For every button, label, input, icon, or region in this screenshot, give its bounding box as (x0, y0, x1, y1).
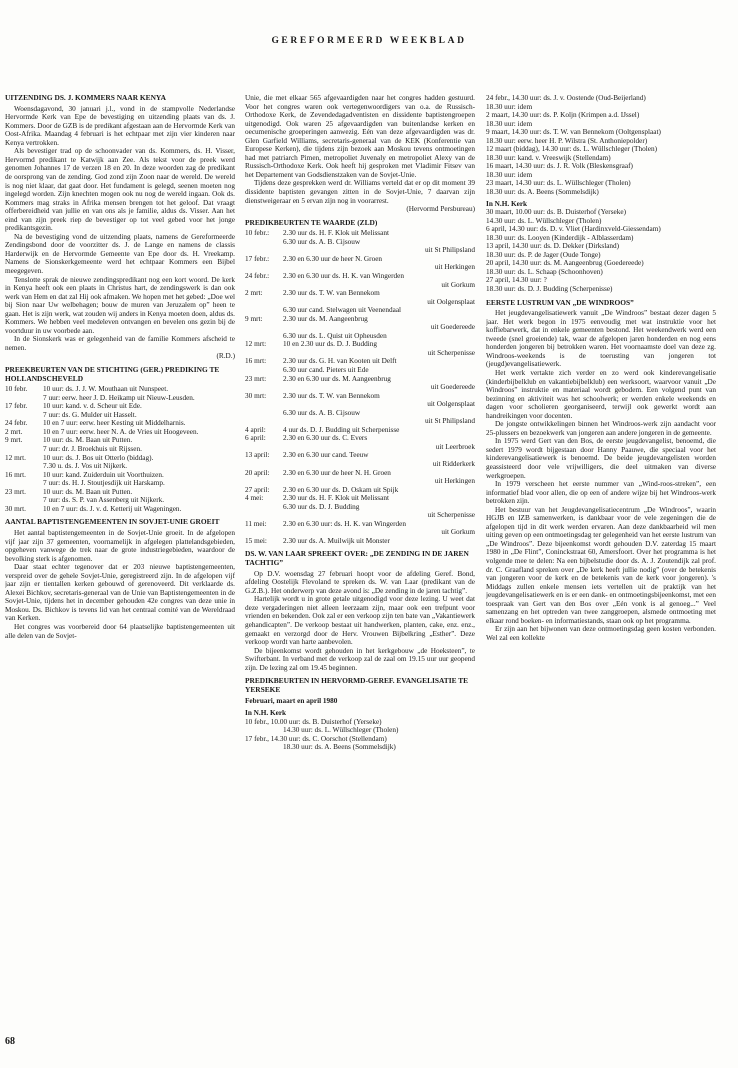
schedule-row: 24 febr. 10 en 7 uur: eerw. heer Kesting uit Middelharnis. (5, 419, 186, 428)
schedule-line: 18.30 uur: ds. A. Beens (Sommelsdijk) (283, 743, 396, 752)
schedule-line: 13 april, 14.30 uur: ds. D. Dekker (Dirksland) (486, 242, 620, 251)
schedule-line: 18.30 uur: ds. P. de Jager (Oude Tonge) (486, 250, 601, 259)
schedule-line: 18.30 uur: idem (486, 102, 533, 111)
schedule-line: 17 febr., 14.30 uur: ds. C. Oorschot (Stellendam) (245, 734, 387, 743)
schedule-row: 23 mrt. 10 uur: ds. M. Baan uit Putten. (5, 487, 133, 496)
schedule-hollandscheveld (5, 385, 235, 513)
schedule-line: 16 maart, 14.30 uur: ds. J. R. Volk (Bleskensgraaf) (486, 162, 633, 171)
schedule-line: 9 maart, 14.30 uur: ds. T. W. van Bennekom (Ooltgensplaat) (486, 128, 661, 137)
schedule-row: 30 mrt. 10 en 7 uur: ds. J. v. d. Ketterij uit Wageningen. (5, 504, 182, 513)
source-signature: (Hervormd Persbureau) (406, 205, 475, 214)
schedule-row: 6 april: 2.30 en 6.30 uur ds. C. Evers (245, 434, 368, 443)
schedule-line: 30 maart, 10.00 uur: ds. B. Duisterhof (Yerseke) (486, 208, 627, 217)
schedule-row: 7 uur: ds. H. J. Stoutjesdijk uit Harskamp. (43, 479, 165, 488)
paragraph: De bijeenkomst wordt gehouden in het kerkgebouw „de Hoeksteen”, te Swifterbant. In verband met de verkoop zal de zaal om 19.15 uur uur geopend zijn. De lezing zal om 19.45 beginnen. (245, 646, 475, 672)
schedule-row: 6.30 uur cand. Pieters uit Ede (283, 366, 369, 374)
schedule-row: 10 febr. 10 uur: ds. J. J. W. Mouthaan uit Nunspeet. (5, 385, 169, 394)
paragraph: Na de bevestiging vond de uitzending plaats, namens de Gereformeerde Zendingsbond door de voorzitter ds. J. de Lange en namens de classis Harderwijk en de Hervormde Gemeente van Epe door ds. H. Vreekamp. Namens de Sionskerkgemeente werd het echtpaar Kommers een Bijbel meegegeven. (5, 232, 235, 275)
schedule-row: 16 mrt: 2.30 uur ds. G. H. van Kooten uit Delft (245, 357, 397, 366)
schedule-row: 7 uur: eerw. heer J. D. Heikamp uit Nieuw-Leusden. (43, 393, 195, 402)
author-signature: (R.D.) (216, 352, 235, 361)
article-title-hollandscheveld: PREEKBEURTEN VAN DE STICHTING (GER.) PREDIKING TE HOLLANDSCHEVELD (5, 365, 220, 383)
schedule-row: 7 uur: dr. J. Broekhuis uit Rijssen. (43, 445, 142, 454)
paragraph: Op D.V. woensdag 27 februari hoopt voor de afdeling Geref. Bond, afdeling Oostelijk Flevoland te spreken ds. W. van Laar (predikant van de G.Z.B.). Het onderwerp van deze avond is: „De zending in de jaren tachtig”. (245, 569, 475, 595)
schedule-line: 14.30 uur: ds. L. Wüllschleger (Tholen) (486, 216, 602, 225)
schedule-row: 17 febr.: 2.30 en 6.30 uur de heer N. Groen (245, 254, 383, 263)
schedule-line: 18.30 uur: eerw. heer H. P. Wilstra (St. Anthoniepolder) (486, 136, 648, 145)
paragraph: In 1975 werd Gert van den Bos, de eerste jeugdevangelist, benoemd, die sedert 1979 wordt bijgestaan door Hanny Paauwe, die speciaal voor het kinderevangelisatiewerk is benoemd. De beide jeugdevangelisten worden geassisteerd door vele vrijwilligers, die deel uitmaken van diverse werkgroepen. (486, 437, 716, 480)
schedule-line: 24 febr., 14.30 uur: ds. J. v. Oostende (Oud-Beijerland) (486, 94, 646, 102)
schedule-row: uit Oolgensplaat (427, 297, 475, 306)
schedule-row: 27 april: 2.30 en 6.30 uur ds. D. Oskam uit Spijk (245, 485, 399, 494)
schedule-line: 23 maart, 14.30 uur: ds. L. Wüllschleger (Tholen) (486, 179, 631, 188)
subheading-church: In N.H. Kerk (486, 199, 528, 208)
schedule-row: 30 mrt: 2.30 uur ds. T. W. van Bennekom (245, 391, 380, 400)
article-title-kommers: UITZENDING DS. J. KOMMERS NAAR KENYA (5, 94, 166, 102)
paragraph: Het congres was voorbereid door 64 plaatselijke baptistengemeenten uit alle delen van de Sovjet- (5, 623, 235, 640)
schedule-row: 6.30 uur ds. A. B. Cijsouw (283, 237, 361, 246)
schedule-line: 12 maart (biddag), 14.30 uur: ds. L. Wüllschleger (Tholen) (486, 145, 658, 154)
schedule-row: uit Goedereede (430, 323, 475, 332)
article-title-windroos: EERSTE LUSTRUM VAN „DE WINDROOS” (486, 297, 634, 307)
schedule-line: 18.30 uur: kand. v. Vreeswijk (Stellendam) (486, 153, 611, 162)
schedule-row: 20 april: 2.30 en 6.30 uur de heer N. H. Groen (245, 468, 391, 477)
schedule-line: 27 april, 14.30 uur: ? (486, 276, 547, 285)
paragraph: Het bestuur van het Jeugdevangelisatiecentrum „De Windroos”, waarin HGJB en IZB samenwerken, is dankbaar voor de vele zegeningen die de afgelopen tijd in dit werk werden ervaren. Aan deze dankbaarheid wil men uiting geven op een ontmoetingsdag ter gelegenheid van het eerste lustrum van „De Windroos”. Deze bijeenkomst wordt gehouden D.V. zaterdag 15 maart 1980 in „De Flint”, Coninckstraat 60, Amersfoort. Over het programma is het volgende mee te delen: Na een bijbelstudie door ds. A. J. Zoutendijk zal prof. dr. C. Graafland spreken over „De kerk heeft jullie nodig” (over de betekenis van jongeren voor de kerk en de betekenis van de kerk voor jongeren). 's Middags zullen enkele mensen iets vertellen uit de praktijk van het jeugdevangelisatiewerk en is er een dank- en ontmoetingsbijeenkomst, met een toespraak van Gert van den Bos over „Eén vonk is al genoeg...” Veel samenzang en het optreden van twee zanggroepen, alsmede ontmoeting met elkaar rond boeken- en informatiestands, staan ook op het programma. (486, 505, 716, 625)
schedule-row: 6.30 uur ds. A. B. Cijsouw (283, 408, 361, 417)
paragraph: Het aantal baptistengemeenten in de Sovjet-Unie groeit. In de afgelopen vijf jaar zijn 37 gemeenten, voornamelijk in afgelegen plattelandsgebieden, opgeheven vanwege de trek naar de grote industriegebieden, waardoor de bevolking sterk is afgenomen. (5, 528, 235, 563)
article-title-van-laar: DS. W. VAN LAAR SPREEKT OVER: „DE ZENDING IN DE JAREN TACHTIG” (245, 549, 469, 568)
schedule-line: 18.30 uur: ds. L. Schaap (Schoonhoven) (486, 267, 603, 276)
schedule-row: uit St Philipsland (425, 417, 475, 426)
schedule-row: uit Oolgensplaat (427, 400, 475, 409)
schedule-row: 17 febr. 10 uur: kand. v. d. Scheur uit Ede. (5, 402, 142, 411)
subheading-period: Februari, maart en april 1980 (245, 697, 338, 706)
paragraph: Als bevestiger trad op de schoonvader van ds. Kommers, ds. H. Visser, Hervormd predikant te Katwijk aan Zee. Als tekst voor de preek werd genomen Johannes 17 de verzen 18 en 20. In deze woorden zag de predikant de oorsprong van de zending. God zond zijn Zoon naar de wereld. De wereld is nog niet klaar, dat gaat door. Het fundament is gelegd, seenen moeten nog ingelegd worden. Zijn knechten mogen ook nu nog de wereld ingaan. Ook ds. Kommers mag straks in Afrika mensen brengen tot het geloof. Dat vraagt offerbereidheid van jullie en van ons als je familie, aldus ds. Visser. Aan het eind van zijn preek riep de bevestiger op tot veel gebed voor het jonge predikantsgezin. (5, 147, 235, 233)
schedule-row: 2 mrt. 10 en 7 uur: eerw. heer N. A. de Vries uit Hoogeveen. (5, 427, 199, 436)
schedule-row: uit Leerbroek (435, 442, 475, 451)
schedule-yerseke (486, 208, 716, 293)
schedule-row: 12 mrt: 10 en 2.30 uur ds. D. J. Budding (245, 340, 378, 349)
masthead: GEREFORMEERD WEEKBLAD (271, 36, 467, 46)
paragraph: Er zijn aan het bijwonen van deze ontmoetingsdag geen kosten verbonden. Wel zal een kollekte (486, 625, 716, 642)
paragraph: De jongste ontwikkelingen binnen het Windroos-werk zijn aandacht voor 25-plussers en bezoekwerk van jongeren aan andere jongeren in de gemeente. (486, 420, 716, 437)
schedule-row: 4 mei: 2.30 uur ds. H. F. Klok uit Melissant (245, 494, 389, 503)
schedule-row: uit Gorkum (441, 280, 475, 289)
schedule-line: 18.30 uur: ds. A. Beens (Sommelsdijk) (486, 188, 599, 197)
schedule-row: 9 mrt. 10 uur: ds. M. Baan uit Putten. (5, 436, 133, 445)
subheading-church: In N.H. Kerk (245, 708, 287, 717)
paragraph: In 1979 verscheen het eerste nummer van „Wind-roos-streken”, een informatief blad voor allen, die op een of andere wijze bij het Windroos-werk betrokken zijn. (486, 480, 716, 506)
schedule-line: 18.30 uur: idem (486, 170, 533, 179)
paragraph: In de Sionskerk was er gelegenheid van de familie Kommers afscheid te nemen. (5, 335, 235, 352)
column-2 (245, 94, 475, 1034)
schedule-line: 6 april, 14.30 uur: ds. D. v. Vliet (Hardinxveld-Giessendam) (486, 225, 661, 234)
schedule-row: uit Scherpenisse (427, 511, 475, 520)
schedule-row: 10 febr.: 2.30 uur ds. H. F. Klok uit Melissant (245, 229, 389, 238)
column-1 (5, 94, 235, 1034)
paragraph: Hartelijk wordt u in grote getale uitgenodigd voor deze lezing. U weet dat deze vergaderingen niet alleen leerzaam zijn, maar ook een trefpunt voor vrienden en bekenden. Ook zal er een verkoop zijn ten bate van „Vakantiewerk gehandicapten”. De verkoop bestaat uit handwerken, planten, cake, enz. enz., gemaakt en verzorgd door de Herv. Vrouwen Bijbelkring „Esther”. Deze verkoop wordt van harte aanbevolen. (245, 595, 475, 647)
schedule-yerseke (486, 94, 716, 197)
article-title-waarde: PREDIKBEURTEN TE WAARDE (ZLD) (245, 217, 378, 227)
schedule-row: uit Ridderkerk (432, 460, 475, 469)
schedule-row: 7 uur: ds. G. Mulder uit Hasselt. (43, 410, 137, 419)
article-title-baptists: AANTAL BAPTISTENGEMEENTEN IN SOVJET-UNIE GROEIT (5, 517, 220, 527)
schedule-line: 10 febr., 10.00 uur: ds. B. Duisterhof (Yerseke) (245, 717, 382, 726)
schedule-row: 23 mrt: 2.30 en 6.30 uur ds. M. Aangeenbrug (245, 374, 391, 383)
schedule-row: 12 mrt. 10 uur: ds. J. Bos uit Otterlo (biddag). (5, 453, 154, 462)
paragraph: Daar staat echter tegenover dat er 203 nieuwe baptistengemeenten, verspreid over de gehele Sovjet-Unie, geregistreerd zijn. In de afgelopen vijf jaar zijn er tientallen kerken gebouwd of gerenoveerd. Dit verklaarde ds. Alexei Bichkov, secretaris-generaal van de Unie van Baptistengemeenten in de Sovjet-Unie, tijdens het in december gehouden 42e congres van deze unie in Moskou. Ds. Bichkov is tevens lid van het centraal comité van de Wereldraad van Kerken. (5, 563, 235, 623)
schedule-row: uit Herkingen (434, 477, 475, 486)
schedule-row: 6.30 uur cand. Stelwagen uit Veenendaal (283, 306, 402, 315)
schedule-line: 20 april, 14.30 uur: ds. M. Aangeenbrug (Goedereede) (486, 259, 644, 268)
schedule-row: 16 mrt. 10 uur: kand. Zuiderduin uit Voorthuizen. (5, 470, 164, 479)
schedule-row: 9 mrt: 2.30 uur ds. M. Aangeenbrug (245, 314, 368, 323)
schedule-row: 11 mei: 2.30 en 6.30 uur: ds. H. K. van Wingerden (245, 519, 407, 528)
schedule-row: 4 april: 4 uur ds. D. J. Budding uit Scherpenisse (245, 425, 400, 434)
schedule-line: 18.30 uur: idem (486, 119, 533, 128)
paragraph: Het jeugdevangelisatiewerk vanuit „De Windroos” bestaat dezer dagen 5 jaar. Het werk begon in 1975 eenvoudig met wat instruktie voor het koffiebarwerk, dat in enkele gemeenten bestond. Het weekendwerk werd een tweede (snel groeiende) tak, waar de afgelopen jaren honderden en nog eens honderden jongeren bij betrokken waren. Het voornaamste doel van deze zg. Windroos-weekends is de toerusting van jongeren tot (jeugd)evangelisatiewerk. (486, 309, 716, 369)
schedule-row: 2 mrt: 2.30 uur ds. T. W. van Bennekom (245, 289, 380, 298)
page-number: 68 (5, 1036, 15, 1047)
schedule-row: 15 mei: 2.30 uur ds. A. Muilwijk uit Monster (245, 536, 390, 545)
schedule-line: 14.30 uur: ds. L. Wüllschleger (Tholen) (283, 726, 399, 735)
schedule-row: 6.30 uur ds. L. Quist uit Opheusden (283, 331, 387, 340)
schedule-line: 18.30 uur: ds. Looyen (Kinderdijk - Alblasserdam) (486, 233, 634, 242)
schedule-row: uit Gorkum (441, 528, 475, 537)
schedule-row: 24 febr.: 2.30 en 6.30 uur ds. H. K. van Wingerden (245, 271, 404, 280)
schedule-line: 2 maart, 14.30 uur: ds. P. Koljn (Krimpen a.d. IJssel) (486, 111, 640, 120)
schedule-row: uit Herkingen (434, 263, 475, 272)
schedule-row: 13 april: 2.30 en 6.30 uur cand. Teeuw (245, 451, 369, 460)
schedule-row: 7.30 u. ds. J. Vos uit Nijkerk. (43, 462, 128, 471)
schedule-row: uit Goedereede (430, 383, 475, 392)
paragraph: Tenslotte sprak de nieuwe zendingspredikant nog een kort woord. De kerk in Kenya heeft ook een plaats in Christus hart, de zendingswerk is dan ook werk van Hem en dat zal Hij ook afmaken. We hopen met het gebed: „Doe wel bij Sion naar Uw welbehagen; bouw de muren van Jeruzalem op” heen te gaan. Het is zijn werk, wat zouden wij anders in Kenya moeten doen, aldus ds. Kommers. We hebben veel medeleven ontvangen en bevelen ons gezin bij de voortduur in uw voorbede aan. (5, 275, 235, 335)
schedule-row: 6.30 uur ds. D. J. Budding (283, 502, 360, 511)
article-title-yerseke: PREDIKBEURTEN IN HERVORMD-GEREF. EVANGELISATIE TE YERSEKE (245, 676, 469, 694)
schedule-row: uit St Philipsland (425, 246, 475, 255)
column-3 (486, 94, 716, 1034)
paragraph: Het werk vertakte zich verder en zo werd ook kinderevangelisatie (kinderbijbelklub en vakantiebijbelklub) een werksoort, waarvoor vanuit „De Windroos” instruktie en materiaal wordt gebodem. Een volgend punt van bezinning en aktiviteit was het schoolwerk; er werden enkele weekends en dagen voor scholieren georganiseerd, terwijl ook gewerkt wordt aan handreikingen voor docenten. (486, 369, 716, 420)
schedule-line: 18.30 uur: ds. D. J. Budding (Scherpenisse) (486, 285, 613, 294)
schedule-waarde (245, 229, 475, 545)
paragraph: Tijdens deze gesprekken werd dr. Williams verteld dat er op dit moment 39 dissidente baptisten gevangen zitten in de Sovjet-Unie, 7 daarvan zijn dienstweigeraar en 5 ervan zijn nog in voorarrest. (245, 179, 475, 205)
schedule-row: uit Scherpenisse (427, 348, 475, 357)
paragraph: Woensdagavond, 30 januari j.l., vond in de stampvolle Nederlandse Hervormde Kerk van Epe de bevestiging en uitzending plaats van ds. J. Kommers. Door de GZB is de predikant afgestaan aan de Hervormde Kerk van Oost-Afrika. Maandag 4 februari is het echtpaar met zijn vier kinderen naar Kenya vertrokken. (5, 104, 235, 147)
schedule-row: 7 uur: ds. S. P. van Assenberg uit Nijkerk. (43, 496, 165, 505)
paragraph: Unie, die met elkaar 565 afgevaardigden naar het congres hadden gestuurd. Voor het congres waren ook vertegenwoordigers van o.a. de Russisch-Orthodoxe Kerk, de Zevendedagadventisten en dissidente baptistengroepen uitgenodigd. Ook waren 25 afgevaardigden van buitenlandse kerken en oecumenische groeperingen aanwezig. Eén van deze afgevaardigden was dr. Glen Garfield Williams, secretaris-generaal van de KEK (Konferentie van Europese Kerken), die tijdens zijn bezoek aan Moskou tevens ontmoetingen had met patriarch Pimen, metropoliet Juvenaly en metropoliet Alexy van de Russisch-Orthodoxe Kerk. Ook heeft hij gesproken met Vladimir Fitsev van het Departement van Godsdienstzaken van de Sovjet-Unie. (245, 94, 475, 179)
